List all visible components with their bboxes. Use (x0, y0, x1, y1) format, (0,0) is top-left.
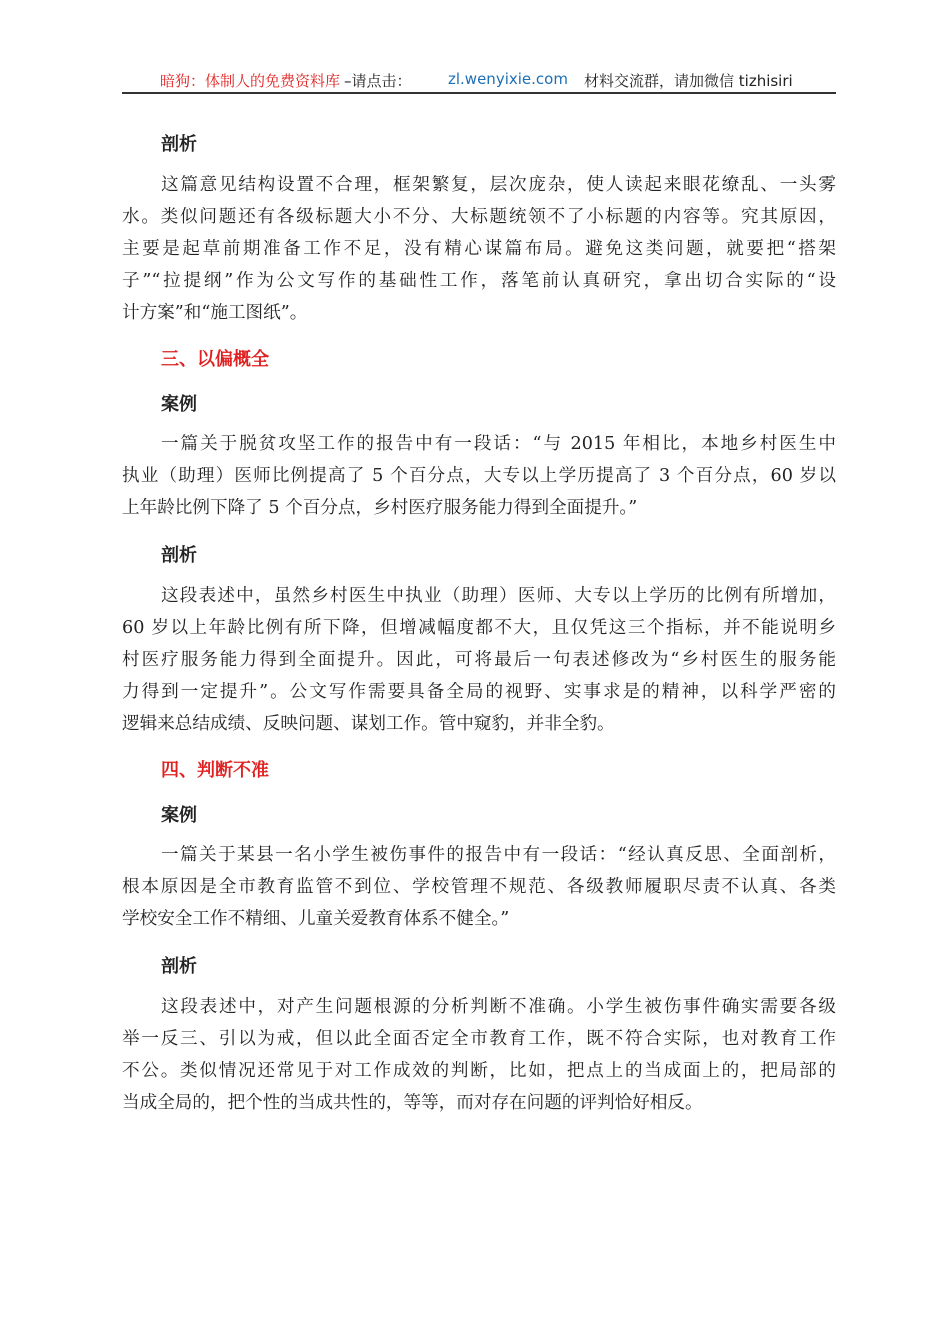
section-heading: 四、判断不准 (161, 760, 269, 781)
text-line: 这段表述中，虽然乡村医生中执业（助理）医师、大专以上学历的比例有所增加， (161, 586, 836, 606)
section-label: 剖析 (161, 956, 197, 977)
section-label: 案例 (161, 394, 197, 415)
text-line: 举一反三、引以为戒，但以此全面否定全市教育工作，既不符合实际，也对教育工作 (122, 1029, 836, 1049)
text-line: 水。类似问题还有各级标题大小不分、大标题统领不了小标题的内容等。究其原因， (122, 207, 836, 227)
text-line: 执业（助理）医师比例提高了 5 个百分点，大专以上学历提高了 3 个百分点，60 岁以 (122, 466, 836, 486)
header-contact: 材料交流群，请加微信 tizhisiri (584, 72, 793, 90)
paragraph (122, 580, 836, 740)
section-label: 剖析 (161, 545, 197, 566)
paragraph (122, 991, 836, 1119)
text-line: 60 岁以上年龄比例有所下降，但增减幅度都不大，且仅凭这三个指标，并不能说明乡 (122, 618, 836, 638)
text-line: 一篇关于脱贫攻坚工作的报告中有一段话：“与 2015 年相比，本地乡村医生中 (161, 434, 836, 454)
text-line: 逻辑来总结成绩、反映问题、谋划工作。管中窥豹，并非全豹。 (122, 714, 615, 734)
text-line: 这段表述中，对产生问题根源的分析判断不准确。小学生被伤事件确实需要各级 (161, 997, 836, 1017)
text-line: 主要是起草前期准备工作不足，没有精心谋篇布局。避免这类问题，就要把“搭架 (122, 239, 836, 259)
paragraph (122, 428, 836, 524)
header-title: 暗狗：体制人的免费资料库 (160, 72, 341, 90)
text-line: 根本原因是全市教育监管不到位、学校管理不规范、各级教师履职尽责不认真、各类 (122, 877, 836, 897)
text-line: 当成全局的，把个性的当成共性的，等等，而对存在问题的评判恰好相反。 (122, 1093, 703, 1113)
section-label: 案例 (161, 805, 197, 826)
text-line: 这篇意见结构设置不合理，框架繁复，层次庞杂，使人读起来眼花缭乱、一头雾 (161, 175, 836, 195)
text-line: 上年龄比例下降了 5 个百分点，乡村医疗服务能力得到全面提升。” (122, 498, 638, 518)
paragraph (122, 169, 836, 329)
text-line: 学校安全工作不精细、儿童关爱教育体系不健全。” (122, 909, 510, 929)
page-header (122, 68, 836, 94)
text-line: 子”“拉提纲”作为公文写作的基础性工作，落笔前认真研究，拿出切合实际的“设 (122, 271, 836, 291)
text-line: 不公。类似情况还常见于对工作成效的判断，比如，把点上的当成面上的，把局部的 (122, 1061, 836, 1081)
section-label: 剖析 (161, 134, 197, 155)
text-line: 村医疗服务能力得到全面提升。因此，可将最后一句表述修改为“乡村医生的服务能 (122, 650, 836, 670)
text-line: 计方案”和“施工图纸”。 (122, 303, 308, 323)
text-line: 力得到一定提升”。公文写作需要具备全局的视野、实事求是的精神，以科学严密的 (122, 682, 836, 702)
header-link[interactable]: zl.wenyixie.com (448, 70, 568, 88)
paragraph (122, 839, 836, 935)
section-heading: 三、以偏概全 (161, 349, 269, 370)
header-prompt: –请点击： (344, 72, 412, 90)
text-line: 一篇关于某县一名小学生被伤事件的报告中有一段话：“经认真反思、全面剖析， (161, 845, 836, 865)
